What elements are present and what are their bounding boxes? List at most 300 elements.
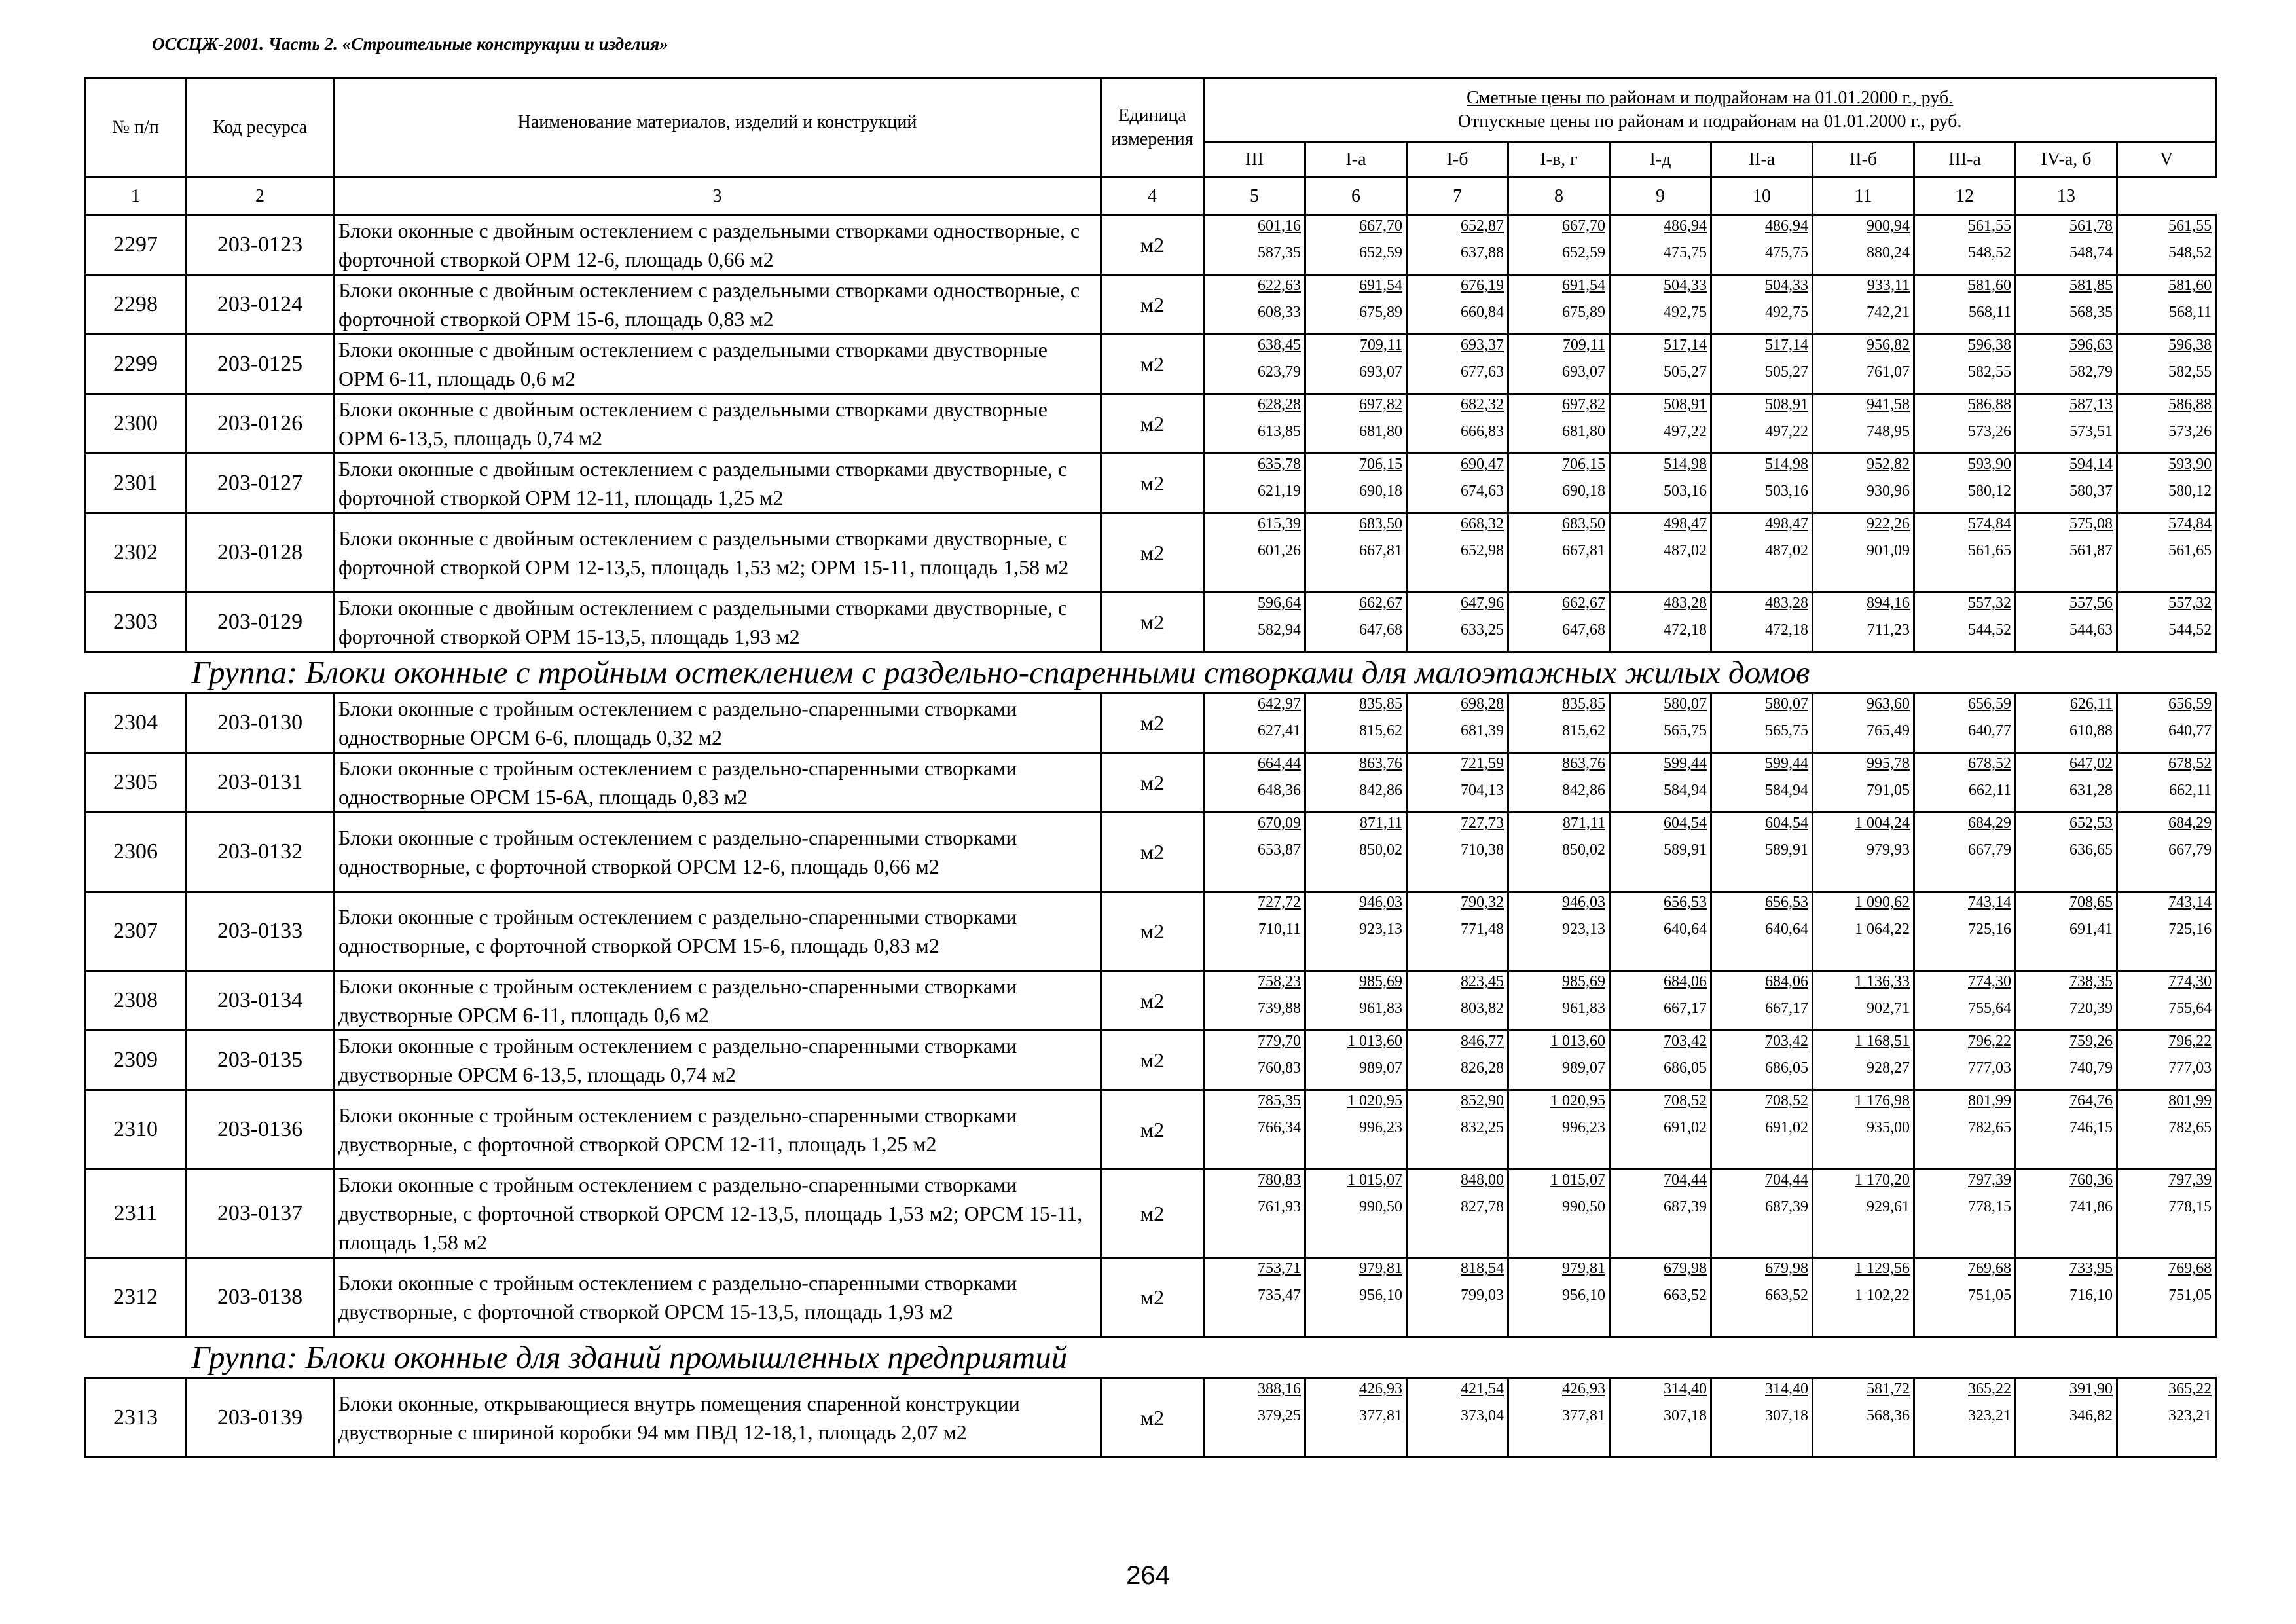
estimate-price: 738,35 [2069,973,2113,990]
release-price: 613,85 [1258,423,1301,440]
price-cell [1711,1090,1813,1170]
price-cell [1508,454,1610,513]
row-number: 2303 [85,593,187,652]
estimate-price: 656,53 [1664,894,1707,911]
region-header: V [2117,142,2216,177]
estimate-price: 760,36 [2069,1172,2113,1189]
release-price: 778,15 [2168,1198,2212,1215]
column-index: 8 [1508,177,1610,215]
release-price: 928,27 [1867,1060,1910,1077]
price-cell [1204,454,1305,513]
estimate-price: 946,03 [1562,894,1605,911]
price-cell [1407,753,1508,813]
price-cell [2016,454,2117,513]
price-cell [1914,454,2016,513]
release-price: 716,10 [2069,1287,2113,1304]
release-price: 691,02 [1664,1119,1707,1136]
table-row [85,892,2216,971]
release-price: 377,81 [1562,1407,1605,1424]
estimate-price: 596,64 [1258,595,1301,612]
release-price: 621,19 [1258,483,1301,500]
estimate-price: 727,73 [1461,815,1504,832]
estimate-price: 486,94 [1664,217,1707,234]
price-cell [1305,753,1407,813]
release-price: 675,89 [1359,304,1402,321]
price-cell [1508,1090,1610,1170]
price-cell [1813,275,1914,335]
release-price: 307,18 [1664,1407,1707,1424]
region-header: I-в, г [1508,142,1610,177]
release-price: 580,12 [1968,483,2011,500]
row-number: 2312 [85,1258,187,1337]
price-cell [2016,1170,2117,1258]
release-price: 782,65 [2168,1119,2212,1136]
estimate-price: 426,93 [1562,1380,1605,1397]
price-cell [2016,813,2117,892]
unit-cell: м2 [1101,1258,1204,1337]
estimate-price: 985,69 [1562,973,1605,990]
release-price: 667,17 [1765,1000,1808,1017]
price-cell [1407,1378,1508,1458]
row-number: 2309 [85,1031,187,1090]
release-price: 544,52 [2168,621,2212,638]
header-unit-line2: измерения [1111,129,1194,149]
estimate-price: 581,72 [1867,1380,1910,1397]
price-cell [1711,1170,1813,1258]
price-cell [2117,1378,2216,1458]
release-price: 740,79 [2069,1060,2113,1077]
release-price: 748,95 [1867,423,1910,440]
estimate-price: 676,19 [1461,277,1504,294]
price-cell [1508,215,1610,275]
estimate-price: 656,59 [1968,695,2011,712]
release-price: 568,11 [1968,304,2011,321]
region-header: III-а [1914,142,2016,177]
price-cell [2117,513,2216,593]
release-price: 648,36 [1258,782,1301,799]
price-cell [1914,275,2016,335]
estimate-price: 769,68 [1968,1260,2011,1277]
estimate-price: 498,47 [1765,515,1808,532]
price-cell [2016,1090,2117,1170]
release-price: 631,28 [2069,782,2113,799]
table-row [85,1170,2216,1258]
price-cell [2117,335,2216,394]
region-header: I-б [1407,142,1508,177]
price-cell [1204,335,1305,394]
resource-code: 203-0139 [187,1378,334,1458]
release-price: 580,12 [2168,483,2212,500]
release-price: 652,98 [1461,542,1504,559]
price-cell [1711,335,1813,394]
release-price: 608,33 [1258,304,1301,321]
price-cell [1508,892,1610,971]
release-price: 923,13 [1359,921,1402,938]
price-cell [1711,753,1813,813]
estimate-price: 697,82 [1359,396,1402,413]
table-row [85,1031,2216,1090]
price-cell [1407,693,1508,753]
release-price: 961,83 [1359,1000,1402,1017]
price-cell [1508,275,1610,335]
estimate-price: 796,22 [1968,1033,2011,1050]
estimate-price: 704,44 [1664,1172,1707,1189]
estimate-price: 684,29 [1968,815,2011,832]
release-price: 633,25 [1461,621,1504,638]
release-price: 1 064,22 [1855,921,1910,938]
estimate-price: 706,15 [1359,456,1402,473]
release-price: 880,24 [1867,244,1910,261]
prices-header-line1: Сметные цены по районам и подрайонам на 01.01.2000 г., руб. [1466,88,1954,108]
estimate-price: 679,98 [1664,1260,1707,1277]
price-cell [2016,1378,2117,1458]
price-cell [1204,1170,1305,1258]
group-title: Группа: Блоки оконные с тройным остеклением с раздельно-спаренными створками для малоэтажных жилых домов [187,652,2216,693]
estimate-price: 846,77 [1461,1033,1504,1050]
price-cell [1508,1258,1610,1337]
group-spacer [85,1337,187,1378]
price-cell [1204,1031,1305,1090]
release-price: 667,81 [1359,542,1402,559]
resource-code: 203-0124 [187,275,334,335]
price-cell [1914,513,2016,593]
price-cell [1508,753,1610,813]
release-price: 791,05 [1867,782,1910,799]
material-name: Блоки оконные с тройным остеклением с раздельно-спаренными створками двустворные ОРСМ 6-13,5, площадь 0,74 м2 [334,1031,1101,1090]
release-price: 623,79 [1258,363,1301,380]
resource-code: 203-0132 [187,813,334,892]
price-cell [1711,1378,1813,1458]
price-cell [1204,215,1305,275]
price-cell [2117,1090,2216,1170]
release-price: 935,00 [1867,1119,1910,1136]
resource-code: 203-0125 [187,335,334,394]
estimate-price: 1 020,95 [1347,1092,1402,1109]
release-price: 544,52 [1968,621,2011,638]
estimate-price: 1 176,98 [1855,1092,1910,1109]
page-number: 264 [1126,1561,1170,1590]
release-price: 492,75 [1664,304,1707,321]
estimate-price: 596,63 [2069,337,2113,354]
estimate-price: 690,47 [1461,456,1504,473]
unit-cell: м2 [1101,335,1204,394]
release-price: 662,11 [2169,782,2212,799]
price-cell [1711,1258,1813,1337]
table-row [85,513,2216,593]
unit-cell: м2 [1101,1378,1204,1458]
column-index: 2 [187,177,334,215]
table-row [85,335,2216,394]
estimate-price: 863,76 [1562,755,1605,772]
release-price: 323,21 [1968,1407,2011,1424]
header-unit-line1: Единица [1118,105,1186,126]
resource-code: 203-0133 [187,892,334,971]
price-cell [1610,753,1711,813]
release-price: 472,18 [1765,621,1808,638]
row-number: 2313 [85,1378,187,1458]
release-price: 693,07 [1359,363,1402,380]
release-price: 996,23 [1359,1119,1402,1136]
estimate-price: 697,82 [1562,396,1605,413]
release-price: 323,21 [2168,1407,2212,1424]
price-cell [1813,513,1914,593]
release-price: 660,84 [1461,304,1504,321]
price-cell [2117,753,2216,813]
release-price: 766,34 [1258,1119,1301,1136]
table-row [85,813,2216,892]
estimate-price: 517,14 [1664,337,1707,354]
material-name: Блоки оконные с тройным остеклением с раздельно-спаренными створками одностворные ОРСМ 6-6, площадь 0,32 м2 [334,693,1101,753]
price-cell [2016,513,2117,593]
release-price: 640,77 [2168,722,2212,739]
column-index: 1 [85,177,187,215]
estimate-price: 780,83 [1258,1172,1301,1189]
estimate-price: 1 013,60 [1347,1033,1402,1050]
release-price: 850,02 [1359,841,1402,858]
estimate-price: 684,06 [1765,973,1808,990]
price-cell [1610,513,1711,593]
estimate-price: 679,98 [1765,1260,1808,1277]
estimate-price: 682,32 [1461,396,1504,413]
estimate-price: 727,72 [1258,894,1301,911]
price-cell [2016,892,2117,971]
estimate-price: 647,96 [1461,595,1504,612]
estimate-price: 365,22 [1968,1380,2011,1397]
release-price: 782,65 [1968,1119,2011,1136]
price-cell [1508,1378,1610,1458]
price-cell [2016,215,2117,275]
release-price: 803,82 [1461,1000,1504,1017]
estimate-price: 684,06 [1664,973,1707,990]
estimate-price: 684,29 [2168,815,2212,832]
table-row [85,693,2216,753]
release-price: 720,39 [2069,1000,2113,1017]
unit-cell: м2 [1101,275,1204,335]
price-cell [1610,215,1711,275]
release-price: 580,37 [2069,483,2113,500]
estimate-price: 662,67 [1359,595,1402,612]
price-cell [2117,1170,2216,1258]
price-cell [1407,892,1508,971]
estimate-price: 483,28 [1664,595,1707,612]
price-cell [1711,1031,1813,1090]
price-cell [1407,454,1508,513]
column-index: 9 [1610,177,1711,215]
estimate-price: 995,78 [1867,755,1910,772]
price-cell [1610,275,1711,335]
estimate-price: 863,76 [1359,755,1402,772]
estimate-price: 691,54 [1562,277,1605,294]
release-price: 647,68 [1562,621,1605,638]
estimate-price: 594,14 [2069,456,2113,473]
estimate-price: 365,22 [2168,1380,2212,1397]
material-name: Блоки оконные с двойным остеклением с раздельными створками двустворные, с форточной створкой ОРМ 12-11, площадь 1,25 м2 [334,454,1101,513]
price-cell [1914,394,2016,454]
resource-code: 203-0134 [187,971,334,1031]
release-price: 739,88 [1258,1000,1301,1017]
price-cell [1407,275,1508,335]
estimate-price: 652,87 [1461,217,1504,234]
price-cell [1305,335,1407,394]
estimate-price: 586,88 [2168,396,2212,413]
document-header: ОССЦЖ-2001. Часть 2. «Строительные конструкции и изделия» [152,34,668,54]
header-unit [1101,79,1204,177]
estimate-price: 662,67 [1562,595,1605,612]
price-cell [1407,1170,1508,1258]
release-price: 627,41 [1258,722,1301,739]
row-number: 2306 [85,813,187,892]
table-row [85,971,2216,1031]
release-price: 842,86 [1359,782,1402,799]
price-cell [2016,971,2117,1031]
row-number: 2307 [85,892,187,971]
price-cell [1204,394,1305,454]
material-name: Блоки оконные с тройным остеклением с раздельно-спаренными створками двустворные ОРСМ 6-11, площадь 0,6 м2 [334,971,1101,1031]
material-name: Блоки оконные с двойным остеклением с раздельными створками двустворные ОРМ 6-11, площадь 0,6 м2 [334,335,1101,394]
price-cell [1914,753,2016,813]
release-price: 704,13 [1461,782,1504,799]
estimate-price: 678,52 [1968,755,2011,772]
price-cell [1914,1258,2016,1337]
estimate-price: 587,13 [2069,396,2113,413]
estimate-price: 922,26 [1867,515,1910,532]
estimate-price: 421,54 [1461,1380,1504,1397]
resource-code: 203-0136 [187,1090,334,1170]
estimate-price: 561,55 [2168,217,2212,234]
row-number: 2299 [85,335,187,394]
price-cell [1711,215,1813,275]
release-price: 827,78 [1461,1198,1504,1215]
estimate-price: 764,76 [2069,1092,2113,1109]
price-cell [1711,394,1813,454]
release-price: 815,62 [1562,722,1605,739]
release-price: 850,02 [1562,841,1605,858]
price-cell [2117,454,2216,513]
price-cell [1610,971,1711,1031]
release-price: 755,64 [2168,1000,2212,1017]
release-price: 760,83 [1258,1060,1301,1077]
release-price: 686,05 [1765,1060,1808,1077]
estimate-price: 561,55 [1968,217,2011,234]
row-number: 2311 [85,1170,187,1258]
release-price: 652,59 [1359,244,1402,261]
release-price: 681,80 [1562,423,1605,440]
release-price: 741,86 [2069,1198,2113,1215]
estimate-price: 504,33 [1765,277,1808,294]
estimate-price: 708,52 [1765,1092,1808,1109]
price-table [84,77,2217,1458]
column-index: 12 [1914,177,2016,215]
release-price: 637,88 [1461,244,1504,261]
unit-cell: м2 [1101,593,1204,652]
estimate-price: 698,28 [1461,695,1504,712]
release-price: 989,07 [1562,1060,1605,1077]
price-cell [1508,593,1610,652]
estimate-price: 486,94 [1765,217,1808,234]
release-price: 1 102,22 [1855,1287,1910,1304]
table-row [85,454,2216,513]
estimate-price: 753,71 [1258,1260,1301,1277]
price-cell [1407,394,1508,454]
price-cell [1305,275,1407,335]
estimate-price: 426,93 [1359,1380,1402,1397]
estimate-price: 1 013,60 [1550,1033,1605,1050]
release-price: 573,26 [1968,423,2011,440]
price-cell [1407,593,1508,652]
region-header: IV-а, б [2016,142,2117,177]
estimate-price: 790,32 [1461,894,1504,911]
estimate-price: 670,09 [1258,815,1301,832]
release-price: 691,02 [1765,1119,1808,1136]
release-price: 584,94 [1664,782,1707,799]
table-row [85,753,2216,813]
price-cell [1305,1170,1407,1258]
release-price: 373,04 [1461,1407,1504,1424]
table-row [85,1378,2216,1458]
unit-cell: м2 [1101,892,1204,971]
estimate-price: 985,69 [1359,973,1402,990]
estimate-price: 604,54 [1664,815,1707,832]
estimate-price: 593,90 [1968,456,2011,473]
estimate-price: 796,22 [2168,1033,2212,1050]
estimate-price: 498,47 [1664,515,1707,532]
price-cell [1305,1258,1407,1337]
estimate-price: 709,11 [1359,337,1402,354]
price-cell [1508,394,1610,454]
estimate-price: 709,11 [1562,337,1605,354]
row-number: 2308 [85,971,187,1031]
estimate-price: 557,32 [2168,595,2212,612]
estimate-price: 1 004,24 [1855,815,1910,832]
region-header: I-д [1610,142,1711,177]
price-cell [1914,335,2016,394]
material-name: Блоки оконные с двойным остеклением с раздельными створками одностворные, с форточной створкой ОРМ 12-6, площадь 0,66 м2 [334,215,1101,275]
price-cell [2117,1031,2216,1090]
estimate-price: 946,03 [1359,894,1402,911]
estimate-price: 652,53 [2069,815,2113,832]
estimate-price: 797,39 [1968,1172,2011,1189]
estimate-price: 388,16 [1258,1380,1301,1397]
price-cell [1508,1031,1610,1090]
estimate-price: 557,56 [2069,595,2113,612]
estimate-price: 561,78 [2069,217,2113,234]
price-cell [1711,513,1813,593]
estimate-price: 835,85 [1359,695,1402,712]
table-row [85,394,2216,454]
release-price: 777,03 [1968,1060,2011,1077]
price-cell [1813,1090,1914,1170]
region-header: I-а [1305,142,1407,177]
price-cell [1508,813,1610,892]
release-price: 568,35 [2069,304,2113,321]
release-price: 901,09 [1867,542,1910,559]
estimate-price: 391,90 [2069,1380,2113,1397]
group-row [85,1337,2216,1378]
price-cell [2016,1031,2117,1090]
price-cell [1610,1031,1711,1090]
row-number: 2305 [85,753,187,813]
row-number: 2310 [85,1090,187,1170]
header-prices [1204,79,2216,142]
release-price: 663,52 [1664,1287,1707,1304]
estimate-price: 823,45 [1461,973,1504,990]
material-name: Блоки оконные с двойным остеклением с раздельными створками двустворные, с форточной створкой ОРМ 15-13,5, площадь 1,93 м2 [334,593,1101,652]
unit-cell: м2 [1101,1170,1204,1258]
price-cell [1407,971,1508,1031]
price-cell [1914,1170,2016,1258]
price-cell [1610,1258,1711,1337]
release-price: 548,52 [1968,244,2011,261]
